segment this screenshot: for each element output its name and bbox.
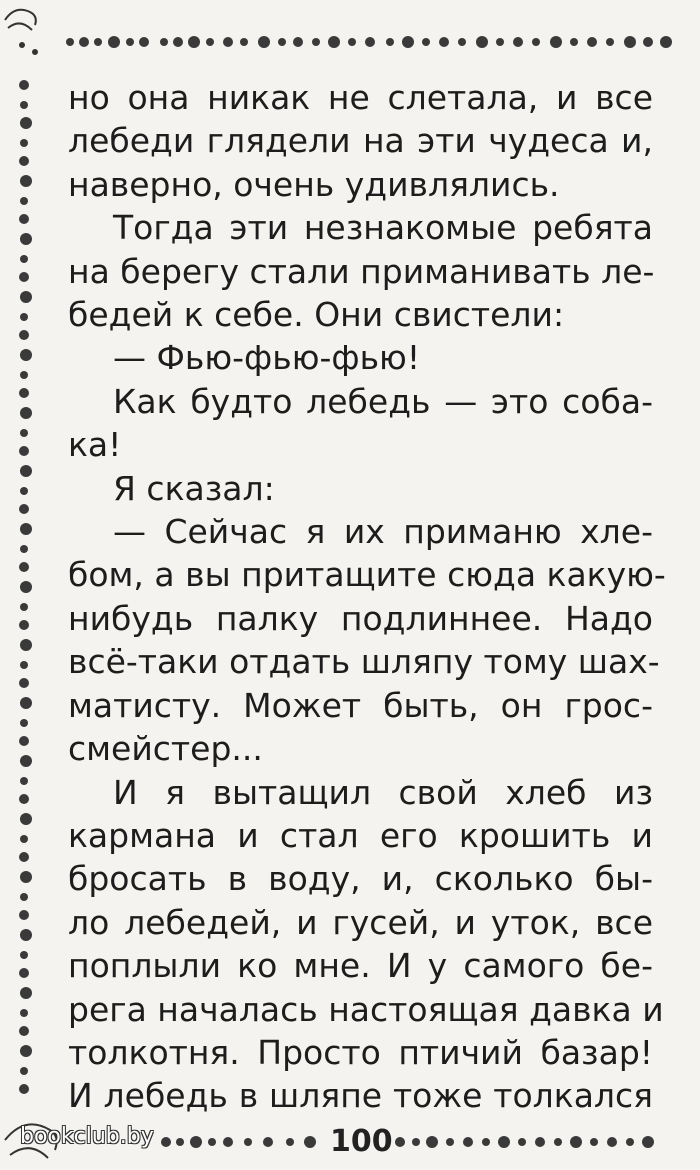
text-line: рега началась настоящая давка и <box>68 989 664 1029</box>
text-line: лебеди глядели на эти чудеса и, <box>68 121 653 161</box>
text-line: бросать в воду, и, сколько бы- <box>68 859 653 899</box>
text-line: толкотня. Просто птичий базар! <box>68 1032 653 1072</box>
text-line: но она никак не слетала, и все <box>68 78 653 117</box>
text-line: И лебедь в шляпе тоже толкался <box>68 1076 653 1116</box>
text-line: кармана и стал его крошить и <box>68 815 653 855</box>
bottom-dotted-border <box>150 1128 670 1152</box>
text-line: смейстер... <box>68 729 263 769</box>
text-line: Тогда эти незнакомые ребята <box>113 208 653 248</box>
text-line: поплыли ко мне. И у самого бе- <box>68 946 653 986</box>
text-line: Я сказал: <box>113 468 275 508</box>
text-line: И я вытащил свой хлеб из <box>113 772 653 812</box>
text-line: на берегу стали приманивать ле- <box>68 251 655 291</box>
story-text <box>68 76 666 1118</box>
page-number: 100 <box>330 1124 393 1159</box>
text-line: нибудь палку подлиннее. Надо <box>68 598 653 638</box>
text-line: ка! <box>68 425 122 465</box>
left-dotted-border <box>10 75 40 1105</box>
corner-doodle-icon <box>0 0 60 70</box>
text-line: наверно, очень удивлялись. <box>68 164 560 204</box>
text-line: — Сейчас я их приманю хле- <box>113 512 653 552</box>
text-line: — Фью-фью-фью! <box>113 338 421 378</box>
text-line: бом, а вы притащите сюда какую- <box>68 555 666 595</box>
text-line: всё-таки отдать шляпу тому шах- <box>68 642 660 682</box>
text-line: ло лебедей, и гусей, и уток, все <box>68 902 653 942</box>
text-line: матисту. Может быть, он грос- <box>68 685 653 725</box>
top-dotted-border <box>60 30 680 54</box>
watermark: bookclub.by <box>20 1124 154 1149</box>
text-line: бедей к себе. Они свистели: <box>68 295 565 335</box>
text-line: Как будто лебедь — это соба- <box>113 381 653 421</box>
